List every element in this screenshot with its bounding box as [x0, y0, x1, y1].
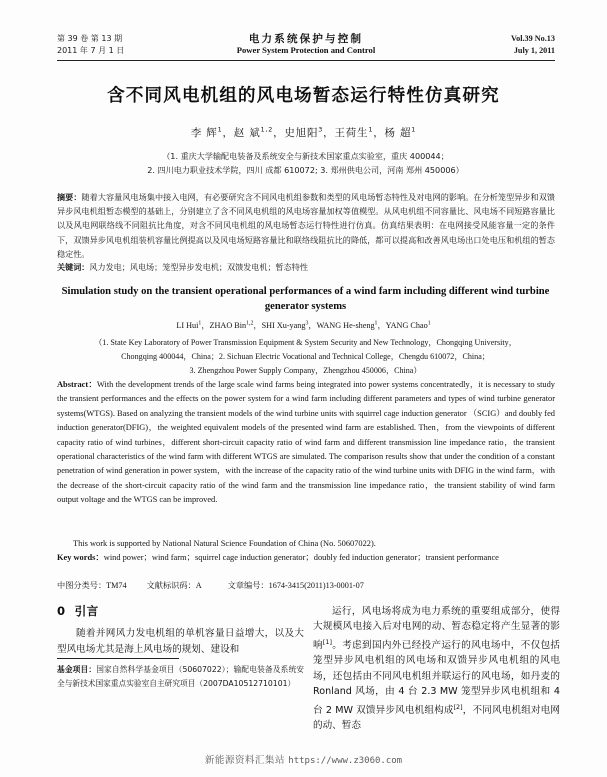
keywords-cn-label: 关键词： — [57, 262, 90, 272]
affiliation-en-line-1: （1. State Key Laboratory of Power Transmission Equipment & System Security and New Technology，Chongqing University， — [94, 338, 517, 347]
watermark-site-name: 新能源资料汇集站 — [204, 755, 285, 766]
running-head-right — [511, 33, 555, 56]
watermark-url[interactable]: https://www.z3060.com — [288, 756, 403, 766]
affiliation-en-line-3: 3. Zhengzhou Power Supply Company，Zhengzhou 450006，China） — [189, 366, 422, 375]
funding-statement-en: This work is supported by National Natural Science Foundation of China (No. 50607022). — [73, 539, 376, 548]
body-paragraph-left: 随着并网风力发电机组的单机容量日益增大，以及大型风电场尤其是海上风电场的规划、建设和 — [57, 628, 304, 655]
volume-issue-cn: 第 39 卷 第 13 期 — [57, 34, 123, 43]
affiliation-cn-line-1: （1. 重庆大学输配电装备及系统安全与新技术国家重点实验室，重庆 400044； — [162, 151, 449, 161]
abstract-cn — [57, 190, 555, 261]
footer-watermark — [0, 752, 607, 766]
abstract-cn-label: 摘要： — [57, 192, 82, 202]
page-title-en: Simulation study on the transient operational performances of a wind farm including different wind turbine generator systems — [61, 286, 550, 312]
clc-value: TM74 — [106, 581, 127, 590]
keywords-en-label: Key words： — [57, 553, 104, 562]
affiliation-cn-line-2: 2. 四川电力职业技术学院，四川 成都 610072; 3. 郑州供电公司，河南 郑州 450006） — [147, 165, 464, 175]
clc-label: 中图分类号： — [57, 580, 107, 590]
section-number: 0 — [57, 604, 66, 618]
abstract-en — [57, 378, 555, 508]
footnote-label: 基金项目： — [57, 665, 97, 674]
classification-line — [57, 580, 555, 591]
authors-cn: 李 辉$^1$，赵 斌$^{1,2}$，史旭阳$^3$，王荷生$^1$，杨 超$^1$ — [190, 125, 417, 139]
affiliations-cn — [68, 149, 543, 177]
keywords-cn-text: 风力发电；风电场；笼型异步发电机；双馈发电机；暂态特性 — [89, 262, 308, 272]
affiliation-en-line-2: Chongqing 400044，China；2. Sichuan Electric Vocational and Technical College，Chengdu 610072，China； — [121, 352, 490, 361]
keywords-en-text: wind power；wind farm；squirrel cage induction generator；doubly fed induction generator；transient performance — [103, 553, 499, 562]
journal-title-cn: 电力系统保护与控制 — [248, 33, 364, 45]
date-en: July 1, 2011 — [513, 45, 555, 55]
footnote-text: 国家自然科学基金项目（50607022）；输配电装备及系统安全与新技术国家重点实验室自主研究项目（2007DA10512710101） — [57, 665, 304, 688]
section-title: 引言 — [74, 604, 99, 618]
article-id-value: 1674-3415(2011)13-0001-07 — [268, 581, 364, 590]
keywords-en — [57, 551, 555, 565]
affiliations-en — [58, 336, 553, 378]
abstract-en-text: With the development trends of the large scale wind farms being integrated into power systems concentratedly，it is necessary to study the transient performances and the effects on the power system for a wind farm including different parameters and types of wind turbine generator systems(WTGS). Based on analyzing the transient models of the wind turbine units with squirrel cage induction generator （SCIG）and doubly fed induction generator(DFIG)，the weighted equivalent models of the presented wind farm are established. Then，from the viewpoints of different capacity ratio of wind turbines，different short-circuit capacity ratio of wind farm and different transmission line impedance ratio，the transient operational characteristics of the wind farm with different WTGS are simulated. The comparison results show that under the condition of a constant penetration of wind generation in power system，with the increase of the capacity ratio of the wind turbine units with DFIG in the wind farm，with the decrease of the short-circuit capacity ratio of the wind farm and the transmission line impedance ratio，the transient stability of wind farm output voltage and the WTGS can be improved. — [57, 380, 555, 505]
volume-issue-en: Vol.39 No.13 — [510, 34, 555, 43]
article-id-label: 文章编号： — [227, 580, 269, 590]
footnote-divider — [57, 658, 179, 659]
running-head-center — [57, 33, 555, 56]
body-column-right — [313, 604, 560, 734]
date-cn: 2011 年 7 月 1 日 — [57, 45, 125, 55]
body-paragraph-right: 运行，风电场将成为电力系统的重要组成部分，使得大规模风电接入后对电网的动、暂态稳定将产生显著的影响[1]。考虑到国内外已经投产运行的风电场中，不仅包括笼型异步风电机组的风电场和双馈异步风电机组的风电场，还包括由不同风电机组并联运行的风电场，如丹麦的 Ronland 风场，由 4 台 2.3 MW 笼型异步风电机组和 4 台 2 MW 双馈异步风电机组构成[2]，不同风电机组对电网的动、暂态 — [313, 606, 561, 732]
journal-title-en: Power System Protection and Control — [236, 45, 376, 55]
section-heading — [57, 604, 304, 619]
abstract-en-label: Abstract： — [57, 380, 97, 389]
keywords-cn — [57, 260, 555, 274]
header-divider — [57, 60, 555, 61]
page-title-cn: 含不同风电机组的风电场暂态运行特性仿真研究 — [107, 86, 500, 106]
document-code-value: A — [195, 581, 202, 590]
footnote-funding — [57, 663, 304, 690]
body-column-left — [57, 604, 304, 657]
authors-en: LI Hui$^1$，ZHAO Bin$^{1,2}$，SHI Xu-yang$^3$，WANG He-sheng$^1$，YANG Chao$^1$ — [176, 320, 431, 330]
document-code-label: 文献标识码： — [146, 580, 196, 590]
abstract-cn-text: 随着大容量风电场集中接入电网，有必要研究含不同风电机组参数和类型的风电场暂态特性及对电网的影响。在分析笼型异步和双馈异步风电机组暂态模型的基础上，分别建立了含不同风电机组的风电场容量加权等值模型。从风电机组不同容量比、风电场不同短路容量比以及风电网联络线不同阻抗比角度，对含不同风电机组的风电场暂态运行特性进行仿真。仿真结果表明：在电网接受风能容量一定的条件下，双馈异步风电机组装机容量比例提高以及风电场短路容量比和联络线阻抗比的降低，都可以提高和改善风电场出口处电压和机组的暂态稳定性。 — [57, 192, 555, 259]
running-head — [57, 33, 555, 63]
